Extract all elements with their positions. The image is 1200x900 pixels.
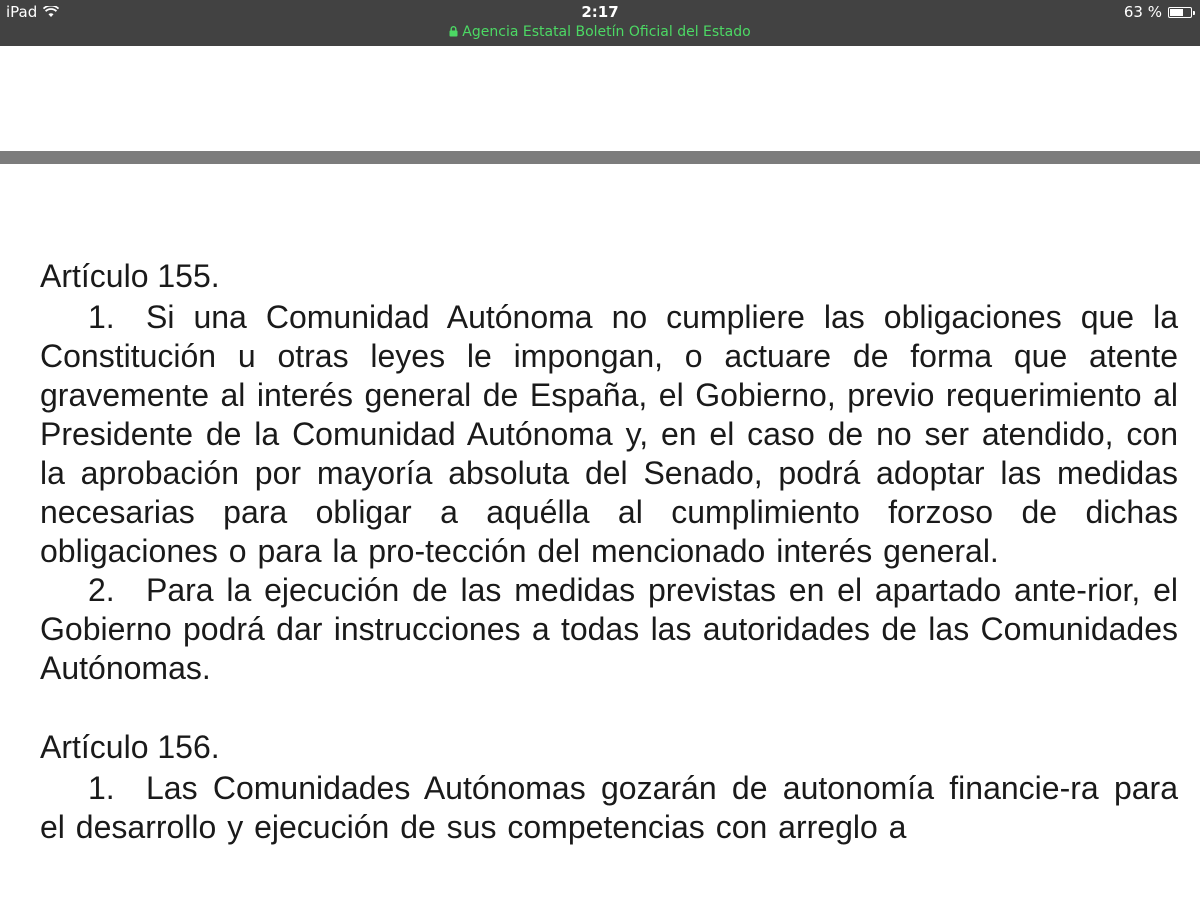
paragraph-text: Para la ejecución de las medidas previstas en el apartado ante-rior, el Gobierno podrá dar instrucciones a todas las autoridades de las Comunidades Autónomas. [40, 572, 1178, 686]
status-bar [0, 0, 1200, 46]
paragraph-number: 2. [88, 572, 115, 608]
site-name: Agencia Estatal Boletín Oficial del Estado [462, 24, 751, 40]
article-paragraph [40, 571, 1178, 688]
article-heading: Artículo 156. [40, 729, 220, 765]
status-right [1124, 3, 1192, 21]
battery-level [1170, 9, 1183, 16]
article-paragraph [40, 298, 1178, 571]
article [40, 728, 1178, 847]
device-name: iPad [6, 3, 38, 21]
article-heading: Artículo 155. [40, 258, 220, 294]
paragraph-number: 1. [88, 770, 115, 806]
article [40, 257, 1178, 688]
article-paragraph [40, 769, 1178, 847]
paragraph-text: Las Comunidades Autónomas gozarán de autonomía financie-ra para el desarrollo y ejecución de sus competencias con arreglo a [40, 770, 1178, 845]
battery-icon [1168, 7, 1192, 18]
lock-icon [449, 26, 458, 37]
page-divider [0, 151, 1200, 164]
address-bar[interactable] [0, 24, 1200, 40]
clock: 2:17 [581, 3, 619, 21]
battery-percentage: 63 % [1123, 3, 1162, 21]
paragraph-number: 1. [88, 299, 115, 335]
paragraph-text: Si una Comunidad Autónoma no cumpliere las obligaciones que la Constitución u otras leyes le impongan, o actuare de forma que atente gravemente al interés general de España, el Gobierno, previo requerimiento al Presidente de la Comunidad Autónoma y, en el caso de no ser atendido, con la aprobación por mayoría absoluta del Senado, podrá adoptar las medidas necesarias para obligar a aquélla al cumplimiento forzoso de dichas obligaciones o para la pro-tección del mencionado interés general. [40, 299, 1178, 569]
document-body [40, 257, 1178, 847]
